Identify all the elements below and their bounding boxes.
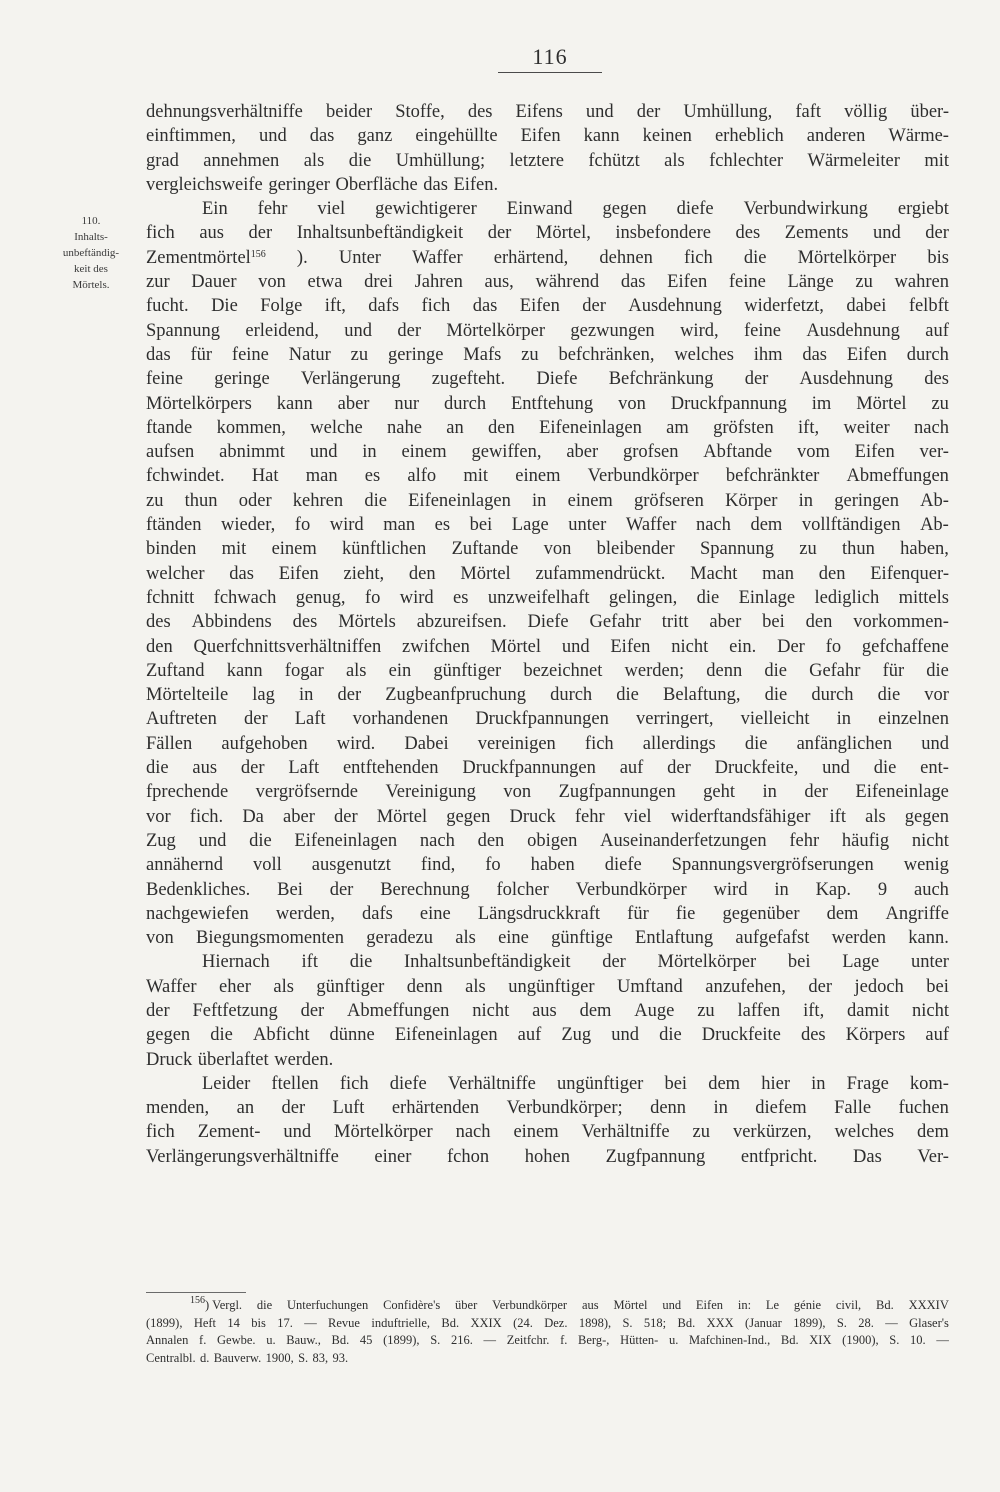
footnote-number: $^{156}$) Vergl. bbox=[190, 1295, 243, 1312]
text-line: dehnungsverhältniffe beider Stoffe, des Eifens und der Umhüllung, faft völlig über- bbox=[146, 102, 949, 122]
margin-note-line: unbeftändig- bbox=[62, 247, 120, 259]
text-line: welcher das Eifen zieht, den Mörtel zufammendrückt. Macht man den Eifenquer- bbox=[146, 563, 949, 584]
text-line: zur Dauer von etwa drei Jahren aus, während das Eifen feine Länge zu wahren bbox=[146, 272, 949, 293]
text-line: vor fich. Da aber der Mörtel gegen Druck fehr viel widerftandsfähiger ift als gegen bbox=[146, 806, 949, 827]
text-word-with-footnote: Zementmörtel$^{156}$ bbox=[146, 247, 266, 268]
text-line: Verlängerungsverhältniffe einer fchon hohen Zugfpannung entfpricht. Das Ver- bbox=[146, 1146, 949, 1167]
text-line: fich Zement- und Mörtelkörper nach einem Verhältniffe zu verkürzen, welches dem bbox=[146, 1122, 949, 1143]
text-line: Mörtelteile lag in der Zugbeanfpruchung durch die Belaftung, die durch die vor bbox=[146, 685, 949, 706]
text-line: Auftreten der Laft vorhandenen Druckfpannungen verringert, vielleicht in einzelnen bbox=[146, 709, 949, 730]
text-line: fprechende vergröfsernde Vereinigung von Zugfpannungen geht in der Eifeneinlage bbox=[146, 782, 949, 803]
text-line: das für feine Natur zu geringe Mafs zu befchränken, welches ihm das Eifen durch bbox=[146, 344, 949, 365]
text-line: fucht. Die Folge ift, dafs fich das Eifen der Ausdehnung widerfetzt, dabei felbft bbox=[146, 296, 949, 317]
text-line: fchnitt fchwach genug, fo wird es unzweifelhaft gelingen, die Einlage lediglich mittels bbox=[146, 587, 949, 608]
text-line: nachgewiefen werden, dafs eine Längsdruckkraft für fie gegenüber dem Angriffe bbox=[146, 903, 949, 924]
text-line: grad annehmen als die Umhüllung; letztere fchützt als fchlechter Wärmeleiter mit bbox=[146, 150, 949, 171]
text-line: fich aus der Inhaltsunbeftändigkeit der Mörtel, insbefondere des Zements und der bbox=[146, 223, 949, 244]
text-line: aufsen abnimmt und in einem gewiffen, aber grofsen Abftande vom Eifen ver- bbox=[146, 442, 949, 463]
page-number-rule bbox=[498, 72, 602, 73]
text-line: zu thun oder kehren die Eifeneinlagen in einem gröfseren Körper in geringen Ab- bbox=[146, 490, 949, 511]
text-line: des Abbindens des Mörtels abzureifsen. Diefe Gefahr tritt aber bei den vorkommen- bbox=[146, 612, 949, 633]
text-line: Zementmörtel$^{156}$ ). Unter Waffer erhärtend, dehnen fich die Mörtelkörper bis bbox=[146, 246, 949, 270]
footnotes bbox=[146, 1297, 949, 1367]
text-line: ftänden wieder, fo wird man es bei Lage unter Waffer nach dem vollftändigen Ab- bbox=[146, 515, 949, 536]
text-line: von Biegungsmomenten geradezu als eine günftige Entlaftung aufgefafst werden kann. bbox=[146, 928, 949, 949]
text-line: gegen die Abficht dünne Eifeneinlagen auf Zug und die Druckfeite des Körpers auf bbox=[146, 1025, 949, 1046]
text-line: Zuftand kann fogar als ein günftiger bezeichnet werden; denn die Gefahr für die bbox=[146, 660, 949, 681]
text-line: Leider ftellen fich diefe Verhältniffe ungünftiger bei dem hier in Frage kom- bbox=[202, 1073, 949, 1094]
margin-note-line: keit des bbox=[74, 263, 108, 275]
text-line: Fällen aufgehoben wird. Dabei vereinigen fich allerdings die anfänglichen und bbox=[146, 733, 949, 754]
text-line: fchwindet. Hat man es alfo mit einem Verbundkörper befchränkter Abmeffungen bbox=[146, 466, 949, 487]
text-line: einftimmen, und das ganz eingehüllte Eifen kann keinen erheblich anderen Wärme- bbox=[146, 126, 949, 147]
text-line: binden mit einem künftlichen Zuftande von bleibender Spannung zu thun haben, bbox=[146, 539, 949, 560]
text-line: Zug und die Eifeneinlagen nach den obigen Auseinanderfetzungen fehr häufig nicht bbox=[146, 830, 949, 851]
text-line: Bedenkliches. Bei der Berechnung folcher Verbundkörper wird in Kap. 9 auch bbox=[146, 879, 949, 900]
text-line: Waffer eher als günftiger denn als ungünftiger Umftand anzufehen, der jedoch bei bbox=[146, 976, 949, 997]
text-line: annähernd voll ausgenutzt find, fo haben diefe Spannungsvergröfserungen wenig bbox=[146, 855, 949, 876]
text-line: der Feftfetzung der Abmeffungen nicht aus dem Auge zu laffen ift, damit nicht bbox=[146, 1000, 949, 1021]
footnote-rule bbox=[146, 1292, 246, 1293]
text-line: Druck überlaftet werden. bbox=[146, 1049, 334, 1070]
text-line: feine geringe Verlängerung zugefteht. Diefe Befchränkung der Ausdehnung des bbox=[146, 369, 949, 390]
text-line: Ein fehr viel gewichtigerer Einwand gegen diefe Verbundwirkung ergiebt bbox=[202, 199, 949, 220]
text-line: die aus der Laft entftehenden Druckfpannungen auf der Druckfeite, und die ent- bbox=[146, 758, 949, 779]
margin-note-line: Inhalts- bbox=[74, 231, 108, 243]
footnote-line: Centralbl. d. Bauverw. 1900, S. 83, 93. bbox=[146, 1350, 349, 1365]
margin-note bbox=[56, 213, 126, 293]
text-line: Spannung erleidend, und der Mörtelkörper gezwungen wird, feine Ausdehnung auf bbox=[146, 320, 949, 341]
text-line: menden, an der Luft erhärtenden Verbundkörper; denn in diefem Falle fuchen bbox=[146, 1098, 949, 1119]
footnote-ref: 156 bbox=[250, 248, 266, 260]
margin-note-number: 110. bbox=[81, 215, 101, 227]
text-line: vergleichsweife geringer Oberfläche das Eifen. bbox=[146, 174, 499, 195]
text-line: ftande kommen, welche nahe an den Eifeneinlagen am gröfsten ift, weiter nach bbox=[146, 417, 949, 438]
text-line: Mörtelkörpers kann aber nur durch Entftehung von Druckfpannung im Mörtel zu bbox=[146, 393, 949, 414]
page-number: 116 bbox=[532, 44, 568, 69]
footnote-line: $^{156}$) Vergl. die Unterfuchungen Confidère's über Verbundkörper aus Mörtel und Eifen in: Le génie civil, Bd. XXXIV bbox=[146, 1297, 949, 1315]
footnote-line: Annalen f. Gewbe. u. Bauw., Bd. 45 (1899), S. 216. — Zeitfchr. f. Berg-, Hütten- u. Mafchinen-Ind., Bd. XIX (1900), S. 10. — bbox=[146, 1333, 949, 1347]
text-line: Hiernach ift die Inhaltsunbeftändigkeit der Mörtelkörper bei Lage unter bbox=[202, 952, 949, 973]
text-line: den Querfchnittsverhältniffen zwifchen Mörtel und Eifen nicht ein. Der fo gefchaffene bbox=[146, 636, 949, 657]
main-text bbox=[146, 100, 949, 1169]
footnote-line: (1899), Heft 14 bis 17. — Revue induftrielle, Bd. XXIX (24. Dez. 1898), S. 518; Bd. XXX (Januar 1899), S. 28. — Glaser's bbox=[146, 1315, 949, 1330]
margin-note-line: Mörtels. bbox=[72, 279, 110, 291]
